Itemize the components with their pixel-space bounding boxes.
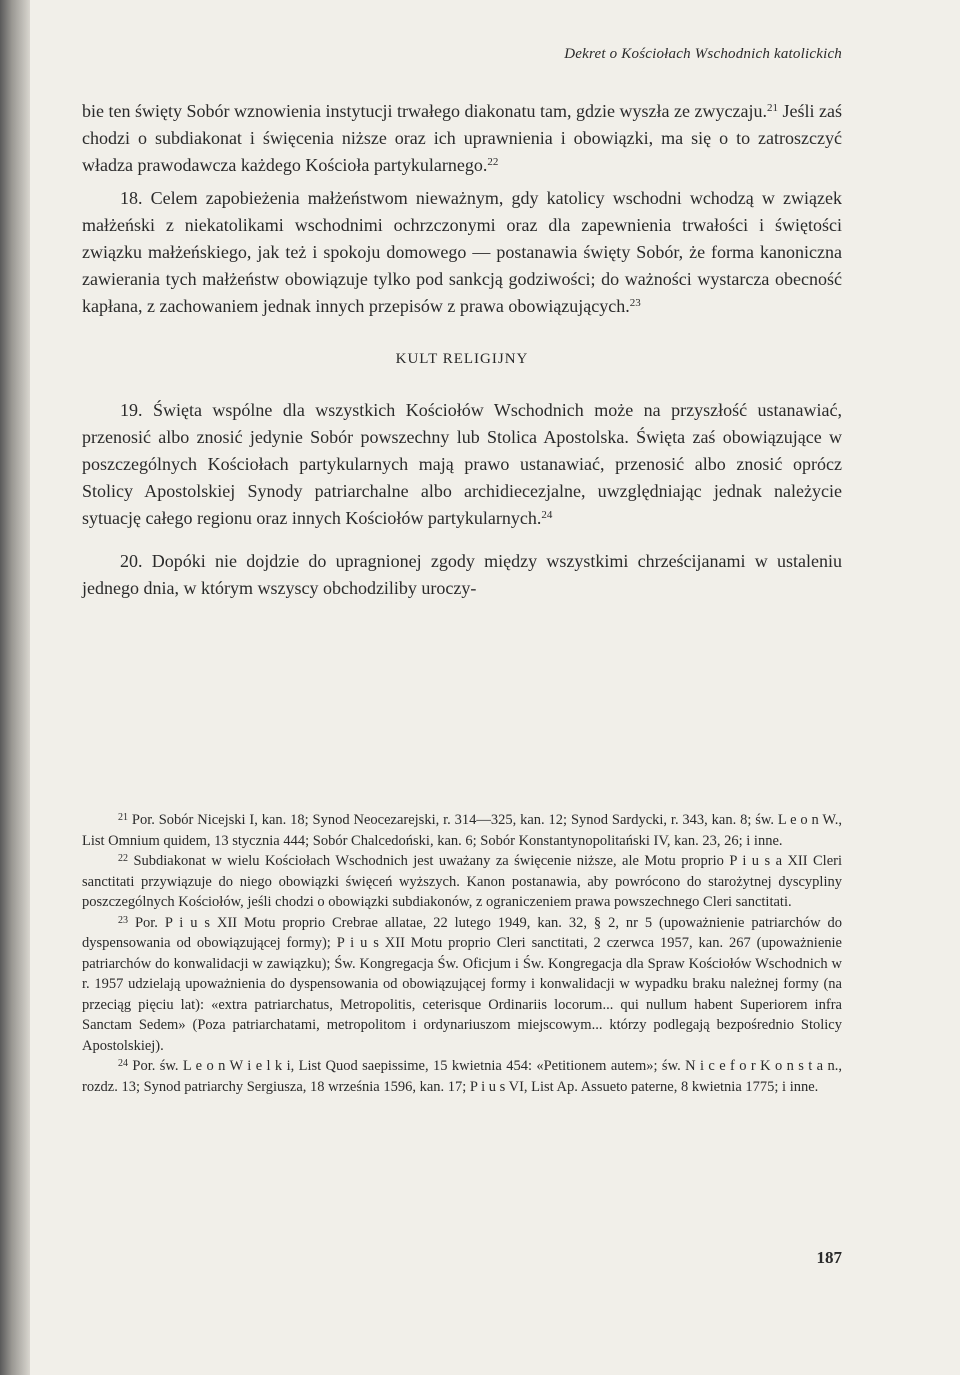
footnote-22: $^{22}$ Subdiakonat w wielu Kościołach Wschodnich jest uważany za święcenie niższe, ale Motu proprio P i u s a XII Cleri sanctitati przywiązuje do niego obowiązki święceń wyższych. Kanon postanawia, aby powrócono do starożytnej dyscypliny poszczególnych Kościołów, jeśli chodzi o obowiązki subdiakonów, z ograniczeniem prawa powszechnego Cleri sanctitati. <box>82 853 843 910</box>
paragraph-17-continued: bie ten święty Sobór wznowienia instytucji trwałego diakonatu tam, gdzie wyszła ze zwyczaju.$^{21}$ Jeśli zaś chodzi o subdiakonat i święcenia niższe oraz ich uprawnienia i obowiązki, ma się o to zatroszczyć władza prawodawcza każdego Kościoła partykularnego.$^{22}$ <box>82 101 842 175</box>
main-text <box>82 98 842 602</box>
section-heading: KULT RELIGIJNY <box>395 351 529 367</box>
footnote-ref-21: 21 <box>766 102 778 114</box>
footnote-ref-22: 22 <box>487 156 499 168</box>
footnote-24: $^{24}$ Por. św. L e o n W i e l k i, List Quod saepissime, 15 kwietnia 454: «Petitionem autem»; św. N i c e f o r K o n s t a n., rozdz. 13; Synod patriarchy Sergiusza, 18 września 1596, kan. 17; P i u s VI, List Ap. Assueto paterne, 8 kwietnia 1775; i inne. <box>82 1058 843 1095</box>
footnote-ref-24: 24 <box>541 509 553 521</box>
paragraph-18: 18. Celem zapobieżenia małżeństwom nieważnym, gdy katolicy wschodni wchodzą w związek małżeński z niekatolikami wschodnimi ochrzczonymi oraz dla zapewnienia trwałości i świętości związku małżeńskiego, jak też i spokoju domowego — postanawia święty Sobór, że forma kanoniczna zawierania tych małżeństw obowiązuje tylko pod sankcją godziwości; do ważności wystarcza obecność kapłana, z zachowaniem jednak innych przepisów z prawa obowiązujących.$^{23}$ <box>82 188 842 316</box>
running-head: Dekret o Kościołach Wschodnich katolickich <box>564 46 842 62</box>
page-number: 187 <box>816 1248 842 1267</box>
footnote-23: $^{23}$ Por. P i u s XII Motu proprio Crebrae allatae, 22 lutego 1949, kan. 32, § 2, nr 5 (upoważnienie patriarchów do dyspensowania od obowiązującej formy); P i u s XII Motu proprio Cleri sanctitati, 2 czerwca 1957, kan. 267 (upoważnienie patriarchów do konwalidacji w zawiązku); Św. Kongregacja Św. Oficjum i Św. Kongregacja dla Spraw Kościołów Wschodnich w r. 1957 udzielają upoważnienia do dyspensowania od obowiązującej formy i konwalidacji w wypadku braku należnej formy (na przeciąg pięciu lat): «extra patriarchatus, Metropolitis, ceterisque Ordinariis locorum... qui nullum habent Superiorem infra Sanctam Sedem» (Poza patriarchatami, metropolitom i ordynariuszom miejscowym... którzy podlegają bezpośrednio Stolicy Apostolskiej). <box>82 914 843 1054</box>
footnote-ref-23: 23 <box>629 297 641 309</box>
book-page <box>82 0 842 1375</box>
book-spine-shadow <box>0 0 30 1375</box>
paragraph-20: 20. Dopóki nie dojdzie do upragnionej zgody między wszystkimi chrześcijanami w ustaleniu jednego dnia, w którym wszyscy obchodziliby uroczy- <box>82 551 842 598</box>
footnotes <box>82 810 842 1097</box>
paragraph-19: 19. Święta wspólne dla wszystkich Kościołów Wschodnich może na przyszłość ustanawiać, przenosić albo znosić jedynie Sobór powszechny lub Stolica Apostolska. Święta zaś obowiązujące w poszczególnych Kościołach partykularnych mają prawo ustanawiać, przenosić albo znosić oprócz Stolicy Apostolskiej Synody patriarchalne albo archidiecezjalne, uwzględniając jednak należycie sytuację całego regionu oraz innych Kościołów partykularnych.$^{24}$ <box>82 400 842 528</box>
footnote-21: $^{21}$ Por. Sobór Nicejski I, kan. 18; Synod Neocezarejski, r. 314—325, kan. 12; Synod Sardycki, r. 343, kan. 8; św. L e o n W., List Omnium quidem, 13 stycznia 444; Sobór Chalcedoński, kan. 6; Sobór Konstantynopolitański IV, kan. 23, 26; i inne. <box>82 812 842 849</box>
